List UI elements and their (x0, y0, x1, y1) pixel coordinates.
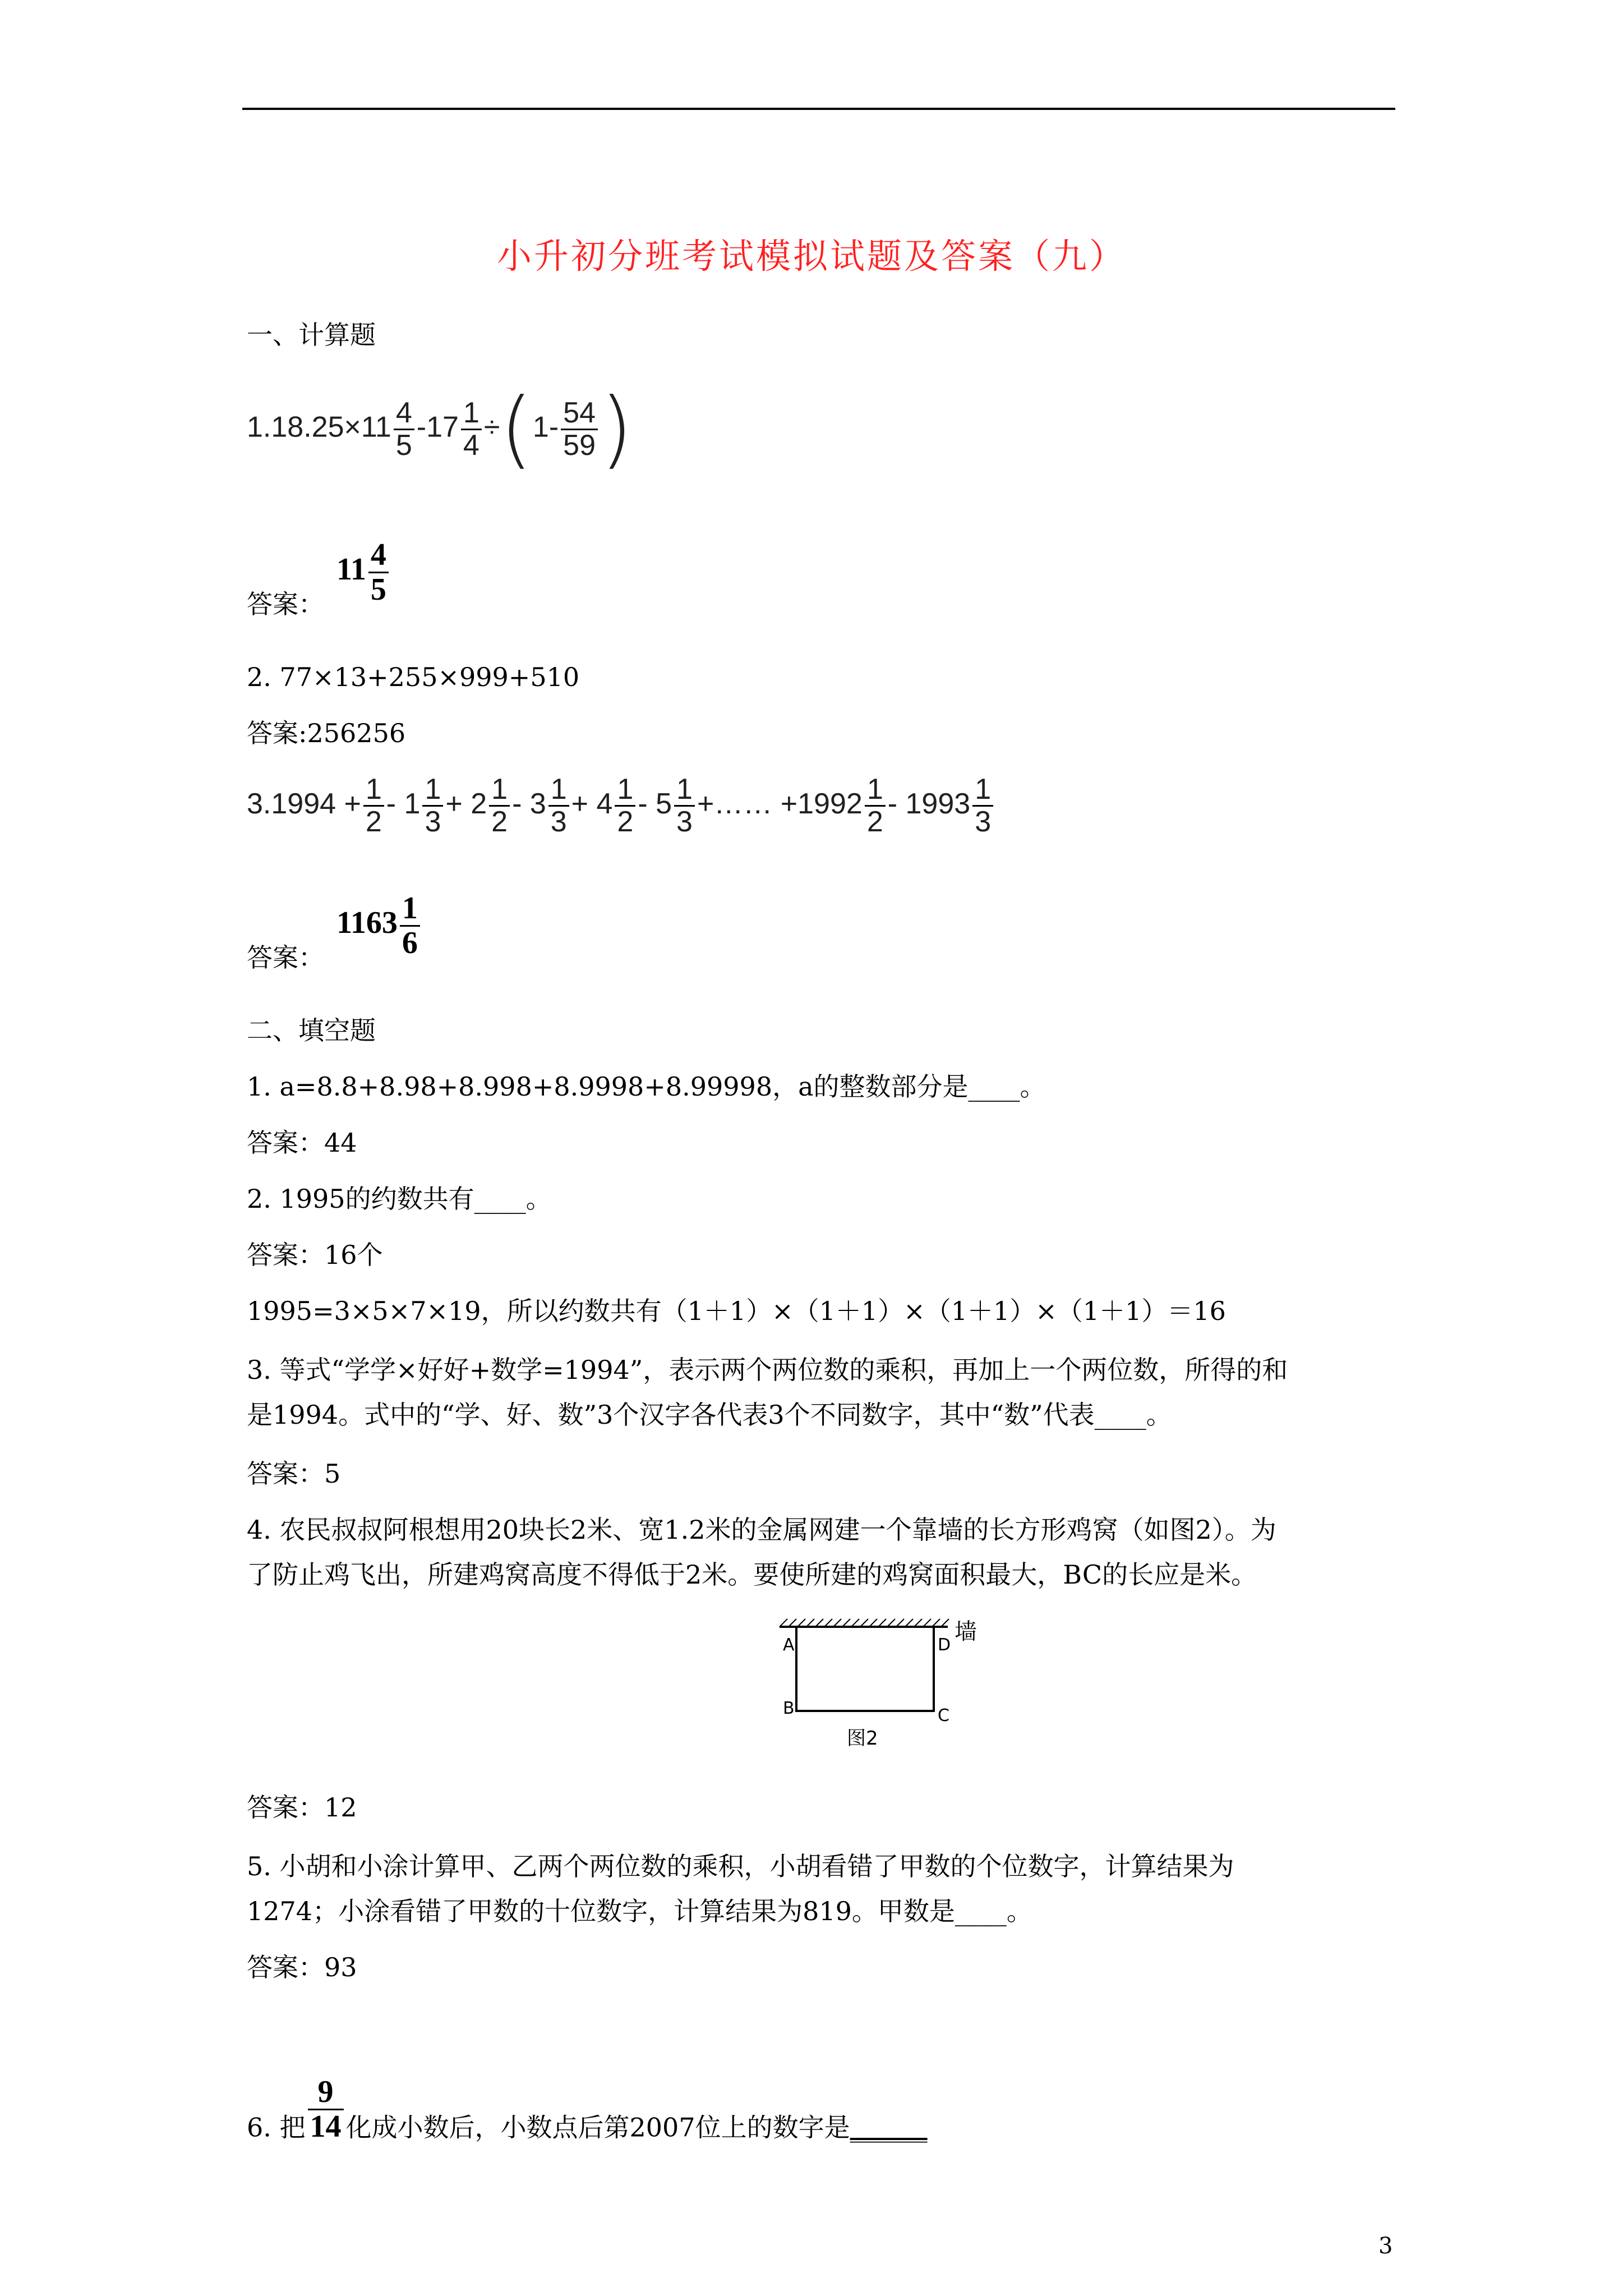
label-wall: 墙 (955, 1619, 977, 1645)
question-2-4-line2: 了防止鸡飞出，所建鸡窝高度不得低于2米。要使所建的鸡窝面积最大，BC的长应是米。 (247, 1559, 1257, 1590)
label-d: D (938, 1635, 951, 1655)
paren: ) (600, 380, 633, 478)
figure-caption: 图2 (847, 1727, 878, 1750)
section-heading: 一、计算题 (247, 320, 376, 350)
answer-2-4: 答案：12 (247, 1792, 357, 1823)
question-2-4-line1: 4. 农民叔叔阿根想用20块长2米、宽1.2米的金属网建一个靠墙的长方形鸡窝（如图2）。为 (247, 1515, 1276, 1545)
question-2-6: 6. 把 $\frac{9}{14}$ 化成小数后，小数点后第2007位上的数字是______ (247, 2074, 928, 2144)
question-2-3-line2: 是1994。式中的“学、好、数”3个汉字各代表3个不同数字，其中“数”代表____。 (247, 1400, 1172, 1430)
answer-label: 答案： (247, 589, 324, 619)
answer-1-1: 11 $\frac{4}{5}$ (336, 539, 391, 606)
page-number: 3 (1378, 2233, 1393, 2259)
question-2-2: 2. 1995的约数共有____。 (247, 1184, 552, 1214)
answer-label: 答案： (247, 942, 324, 973)
figure-2-henhouse (763, 1616, 1009, 1756)
expr-text: ÷ (483, 411, 500, 444)
expr-text: 1- (532, 411, 559, 444)
answer-2-1: 答案：44 (247, 1128, 357, 1158)
label-b: B (783, 1699, 795, 1718)
header-rule (242, 108, 1395, 110)
answer-2-5: 答案：93 (247, 1952, 357, 1982)
answer-blank: ______ (850, 2112, 928, 2143)
answer-1-2: 答案:256256 (247, 718, 406, 748)
answer-1-3: 1163 $\frac{1}{6}$ (336, 892, 422, 960)
answer-2-2-note: 1995=3×5×7×19，所以约数共有（1＋1）×（1＋1）×（1＋1）×（1＋1）＝16 (247, 1296, 1226, 1326)
page-title: 小升初分班考试模拟试题及答案（九） (496, 236, 1126, 277)
section-heading: 二、填空题 (247, 1015, 376, 1046)
fraction: $\frac{54}{59}$ (561, 398, 598, 461)
expr-text: 1.18.25×11 (247, 411, 391, 444)
answer-2-2: 答案：16个 (247, 1240, 383, 1270)
question-1-1 (247, 380, 633, 478)
answer-2-3: 答案：5 (247, 1458, 341, 1489)
question-1-3: 3.1994 + $\frac{1}{2}$ - 1 $\frac{1}{3}$ + 2 $\frac{1}{2}$ - 3 $\frac{1}{3}$ + 4 $\frac{1}{2}$ - 5 $\frac{1}{3}$ +…… +1992 $\frac{1}{2}$ - 1993 $\frac{1}{3}$ (247, 774, 995, 837)
label-c: C (938, 1706, 949, 1726)
expr-text: -17 (416, 411, 459, 444)
question-2-5-line2: 1274；小涂看错了甲数的十位数字，计算结果为819。甲数是____。 (247, 1896, 1032, 1926)
paren: ( (500, 380, 533, 478)
question-1-2: 2. 77×13+255×999+510 (247, 662, 580, 692)
fraction: $\frac{4}{5}$ (394, 398, 414, 461)
question-2-1: 1. a=8.8+8.98+8.998+8.9998+8.99998，a的整数部分是____。 (247, 1071, 1046, 1102)
question-2-5-line1: 5. 小胡和小涂计算甲、乙两个两位数的乘积，小胡看错了甲数的个位数字，计算结果为 (247, 1851, 1234, 1881)
fraction: $\frac{1}{4}$ (461, 398, 482, 461)
question-2-3-line1: 3. 等式“学学×好好+数学=1994”，表示两个两位数的乘积，再加上一个两位数，所得的和 (247, 1355, 1288, 1385)
label-a: A (783, 1635, 795, 1655)
